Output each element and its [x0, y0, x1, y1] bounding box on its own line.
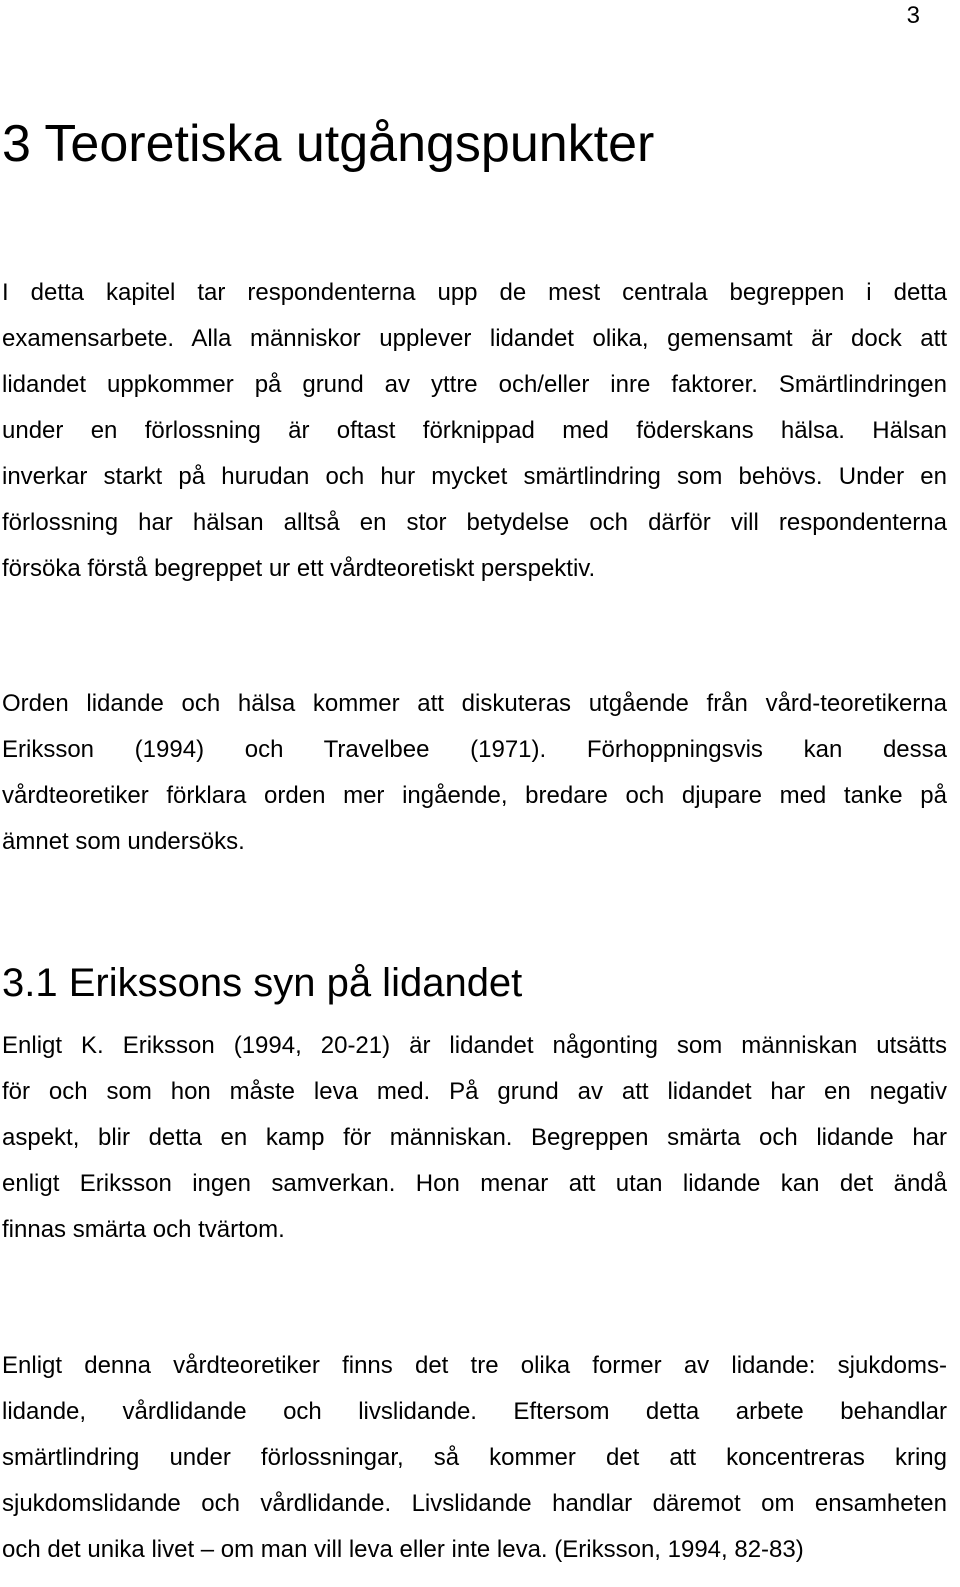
- text-line: inverkar starkt på hurudan och hur mycket smärtlindring som behövs. Under en: [2, 463, 947, 490]
- chapter-heading: 3 Teoretiska utgångspunkter: [2, 115, 655, 173]
- text-line: Enligt denna vårdteoretiker finns det tre olika former av lidande: sjukdoms-: [2, 1352, 947, 1379]
- paragraph-intro: [2, 270, 947, 592]
- text-line: Eriksson (1994) och Travelbee (1971). Förhoppningsvis kan dessa: [2, 736, 947, 763]
- text-line: för och som hon måste leva med. På grund av att lidandet har en negativ: [2, 1078, 947, 1105]
- text-line: Enligt K. Eriksson (1994, 20-21) är lidandet någonting som människan utsätts: [2, 1032, 947, 1059]
- text-line: vårdteoretiker förklara orden mer ingående, bredare och djupare med tanke på: [2, 782, 947, 809]
- text-line: examensarbete. Alla människor upplever lidandet olika, gemensamt är dock att: [2, 325, 947, 352]
- text-line: aspekt, blir detta en kamp för människan. Begreppen smärta och lidande har: [2, 1124, 947, 1151]
- paragraph-eriksson-suffering: [2, 1023, 947, 1253]
- page-number: 3: [906, 2, 920, 29]
- paragraph-theorists: [2, 681, 947, 865]
- text-line: förlossning har hälsan alltså en stor betydelse och därför vill respondenterna: [2, 509, 947, 536]
- text-line: under en förlossning är oftast förknippad med föderskans hälsa. Hälsan: [2, 417, 947, 444]
- text-line: Orden lidande och hälsa kommer att diskuteras utgående från vård-teoretikerna: [2, 690, 947, 717]
- paragraph-suffering-forms: [2, 1343, 947, 1573]
- text-line: försöka förstå begreppet ur ett vårdteoretiskt perspektiv.: [2, 555, 596, 582]
- text-line: ämnet som undersöks.: [2, 828, 245, 855]
- section-heading: 3.1 Erikssons syn på lidandet: [2, 961, 523, 1005]
- text-line: lidandet uppkommer på grund av yttre och/eller inre faktorer. Smärtlindringen: [2, 371, 947, 398]
- text-line: finnas smärta och tvärtom.: [2, 1216, 285, 1243]
- text-line: I detta kapitel tar respondenterna upp de mest centrala begreppen i detta: [2, 279, 947, 306]
- text-line: smärtlindring under förlossningar, så kommer det att koncentreras kring: [2, 1444, 947, 1471]
- text-line: sjukdomslidande och vårdlidande. Livslidande handlar däremot om ensamheten: [2, 1490, 947, 1517]
- text-line: enligt Eriksson ingen samverkan. Hon menar att utan lidande kan det ändå: [2, 1170, 947, 1197]
- text-line: lidande, vårdlidande och livslidande. Eftersom detta arbete behandlar: [2, 1398, 947, 1425]
- text-line: och det unika livet – om man vill leva eller inte leva. (Eriksson, 1994, 82-83): [2, 1536, 804, 1563]
